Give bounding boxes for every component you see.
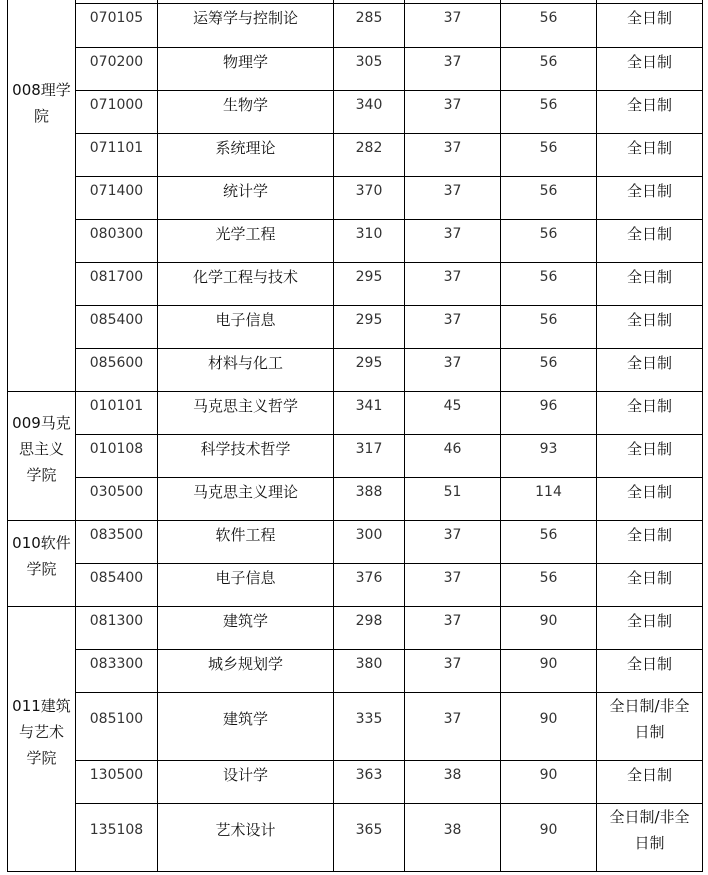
- total-score: 282: [334, 133, 405, 176]
- study-mode-line: 全日制: [626, 654, 672, 673]
- major-code: 083500: [76, 520, 158, 563]
- study-mode-line: 全日制: [626, 568, 672, 587]
- single-subject-100: 37: [405, 649, 501, 692]
- major-code: 135108: [76, 803, 158, 871]
- major-code: 010108: [76, 434, 158, 477]
- single-subject-100: 45: [405, 391, 501, 434]
- major-code: 070200: [76, 47, 158, 90]
- college-name-line: 思主义: [18, 439, 64, 458]
- single-subject-100: 37: [405, 262, 501, 305]
- single-subject-150: 56: [501, 133, 597, 176]
- study-mode-line: 全日制: [626, 482, 672, 501]
- total-score: 335: [334, 692, 405, 760]
- college-name: [8, 520, 76, 606]
- table-row: [8, 563, 703, 606]
- total-score: 363: [334, 760, 405, 803]
- study-mode-line: 全日制: [626, 224, 672, 243]
- major-name: 艺术设计: [158, 803, 334, 871]
- single-subject-150: 90: [501, 606, 597, 649]
- table-row: [8, 606, 703, 649]
- single-subject-100: 37: [405, 219, 501, 262]
- major-name: 系统理论: [158, 133, 334, 176]
- major-name: 运筹学与控制论: [158, 3, 334, 47]
- study-mode: [597, 348, 703, 391]
- table-row: [8, 391, 703, 434]
- study-mode-line: 全日制: [626, 9, 672, 27]
- total-score: 388: [334, 477, 405, 520]
- single-subject-100: 37: [405, 3, 501, 47]
- college-name-line: 011建筑: [12, 696, 71, 715]
- single-subject-150: 93: [501, 434, 597, 477]
- major-code: 080300: [76, 219, 158, 262]
- study-mode-line: 全日制: [626, 181, 672, 200]
- major-name: 设计学: [158, 760, 334, 803]
- single-subject-100: 38: [405, 803, 501, 871]
- major-name: 城乡规划学: [158, 649, 334, 692]
- total-score: 365: [334, 803, 405, 871]
- total-score: 310: [334, 219, 405, 262]
- admission-score-table: [7, 0, 703, 872]
- table-row: [8, 803, 703, 871]
- major-name: 生物学: [158, 90, 334, 133]
- table-row: [8, 3, 703, 47]
- college-name-line: 010软件: [12, 534, 71, 552]
- major-code: 130500: [76, 760, 158, 803]
- single-subject-100: 37: [405, 348, 501, 391]
- table-row: [8, 649, 703, 692]
- study-mode: [597, 219, 703, 262]
- single-subject-150: 56: [501, 3, 597, 47]
- major-name: 光学工程: [158, 219, 334, 262]
- study-mode: [597, 563, 703, 606]
- single-subject-100: 37: [405, 176, 501, 219]
- study-mode-line: 全日制: [626, 765, 672, 784]
- single-subject-100: 37: [405, 47, 501, 90]
- total-score: 376: [334, 563, 405, 606]
- single-subject-150: 56: [501, 305, 597, 348]
- major-code: 085400: [76, 563, 158, 606]
- major-name: 软件工程: [158, 520, 334, 563]
- study-mode: [597, 434, 703, 477]
- major-name: 统计学: [158, 176, 334, 219]
- major-name: 马克思主义理论: [158, 477, 334, 520]
- score-table-wrapper: [7, 0, 703, 872]
- study-mode: [597, 649, 703, 692]
- study-mode-line: 全日制: [626, 439, 672, 458]
- college-name-line: 与艺术: [18, 722, 64, 741]
- single-subject-150: 90: [501, 803, 597, 871]
- single-subject-100: 37: [405, 563, 501, 606]
- major-code: 081700: [76, 262, 158, 305]
- study-mode-line: 全日制: [626, 267, 672, 286]
- major-code: 083300: [76, 649, 158, 692]
- major-code: 071000: [76, 90, 158, 133]
- single-subject-150: 56: [501, 90, 597, 133]
- study-mode-line: 全日制/非全: [609, 697, 690, 715]
- table-row: [8, 520, 703, 563]
- major-name: 建筑学: [158, 606, 334, 649]
- total-score: 295: [334, 305, 405, 348]
- major-name: 马克思主义哲学: [158, 391, 334, 434]
- single-subject-150: 96: [501, 391, 597, 434]
- table-row: [8, 305, 703, 348]
- table-row: [8, 760, 703, 803]
- major-code: 081300: [76, 606, 158, 649]
- table-row: [8, 90, 703, 133]
- total-score: 380: [334, 649, 405, 692]
- study-mode-line: 日制: [634, 834, 665, 852]
- single-subject-100: 37: [405, 133, 501, 176]
- study-mode-line: 全日制: [626, 95, 672, 114]
- major-name: 材料与化工: [158, 348, 334, 391]
- study-mode: [597, 391, 703, 434]
- total-score: 298: [334, 606, 405, 649]
- study-mode: [597, 133, 703, 176]
- table-row: [8, 176, 703, 219]
- total-score: 295: [334, 348, 405, 391]
- table-row: [8, 434, 703, 477]
- study-mode: [597, 3, 703, 47]
- major-code: 030500: [76, 477, 158, 520]
- major-code: 070105: [76, 3, 158, 47]
- table-row: [8, 219, 703, 262]
- single-subject-150: 56: [501, 219, 597, 262]
- study-mode-line: 全日制: [626, 611, 672, 630]
- college-name-line: 学院: [26, 465, 57, 484]
- major-name: 建筑学: [158, 692, 334, 760]
- study-mode-line: 全日制: [626, 353, 672, 372]
- college-name-line: 008理学: [12, 80, 71, 99]
- single-subject-100: 37: [405, 606, 501, 649]
- total-score: 305: [334, 47, 405, 90]
- table-row: [8, 133, 703, 176]
- study-mode: [597, 305, 703, 348]
- study-mode: [597, 90, 703, 133]
- single-subject-150: 56: [501, 520, 597, 563]
- college-name: [8, 391, 76, 520]
- study-mode-line: 全日制: [626, 396, 672, 415]
- single-subject-150: 56: [501, 176, 597, 219]
- major-code: 071400: [76, 176, 158, 219]
- study-mode: [597, 47, 703, 90]
- table-row: [8, 477, 703, 520]
- table-row: [8, 262, 703, 305]
- major-name: 化学工程与技术: [158, 262, 334, 305]
- study-mode-line: 全日制: [626, 138, 672, 157]
- study-mode-line: 全日制/非全: [609, 808, 690, 826]
- college-name: [8, 0, 76, 391]
- single-subject-150: 56: [501, 47, 597, 90]
- study-mode: [597, 692, 703, 760]
- single-subject-150: 90: [501, 649, 597, 692]
- single-subject-100: 51: [405, 477, 501, 520]
- study-mode: [597, 606, 703, 649]
- table-row: [8, 47, 703, 90]
- total-score: 295: [334, 262, 405, 305]
- study-mode: [597, 262, 703, 305]
- single-subject-100: 38: [405, 760, 501, 803]
- single-subject-150: 90: [501, 760, 597, 803]
- major-name: 科学技术哲学: [158, 434, 334, 477]
- college-name-line: 009马克: [12, 413, 71, 432]
- single-subject-100: 37: [405, 90, 501, 133]
- study-mode-line: 全日制: [626, 310, 672, 329]
- total-score: 340: [334, 90, 405, 133]
- major-code: 010101: [76, 391, 158, 434]
- major-code: 085600: [76, 348, 158, 391]
- major-code: 071101: [76, 133, 158, 176]
- single-subject-100: 37: [405, 305, 501, 348]
- total-score: 341: [334, 391, 405, 434]
- single-subject-100: 46: [405, 434, 501, 477]
- major-code: 085400: [76, 305, 158, 348]
- total-score: 370: [334, 176, 405, 219]
- major-name: 电子信息: [158, 305, 334, 348]
- college-name-line: 学院: [26, 560, 57, 578]
- single-subject-150: 56: [501, 262, 597, 305]
- college-name-line: 院: [33, 106, 49, 125]
- table-row: [8, 348, 703, 391]
- study-mode: [597, 520, 703, 563]
- study-mode-line: 全日制: [626, 52, 672, 71]
- single-subject-100: 37: [405, 692, 501, 760]
- study-mode: [597, 760, 703, 803]
- total-score: 317: [334, 434, 405, 477]
- major-name: 物理学: [158, 47, 334, 90]
- college-name: [8, 606, 76, 871]
- study-mode-line: 日制: [634, 723, 665, 741]
- college-name-line: 学院: [26, 748, 57, 767]
- major-name: 电子信息: [158, 563, 334, 606]
- single-subject-150: 90: [501, 692, 597, 760]
- study-mode: [597, 803, 703, 871]
- major-code: 085100: [76, 692, 158, 760]
- total-score: 300: [334, 520, 405, 563]
- study-mode-line: 全日制: [626, 525, 672, 544]
- study-mode: [597, 477, 703, 520]
- single-subject-100: 37: [405, 520, 501, 563]
- study-mode: [597, 176, 703, 219]
- table-row: [8, 692, 703, 760]
- single-subject-150: 56: [501, 348, 597, 391]
- single-subject-150: 56: [501, 563, 597, 606]
- single-subject-150: 114: [501, 477, 597, 520]
- total-score: 285: [334, 3, 405, 47]
